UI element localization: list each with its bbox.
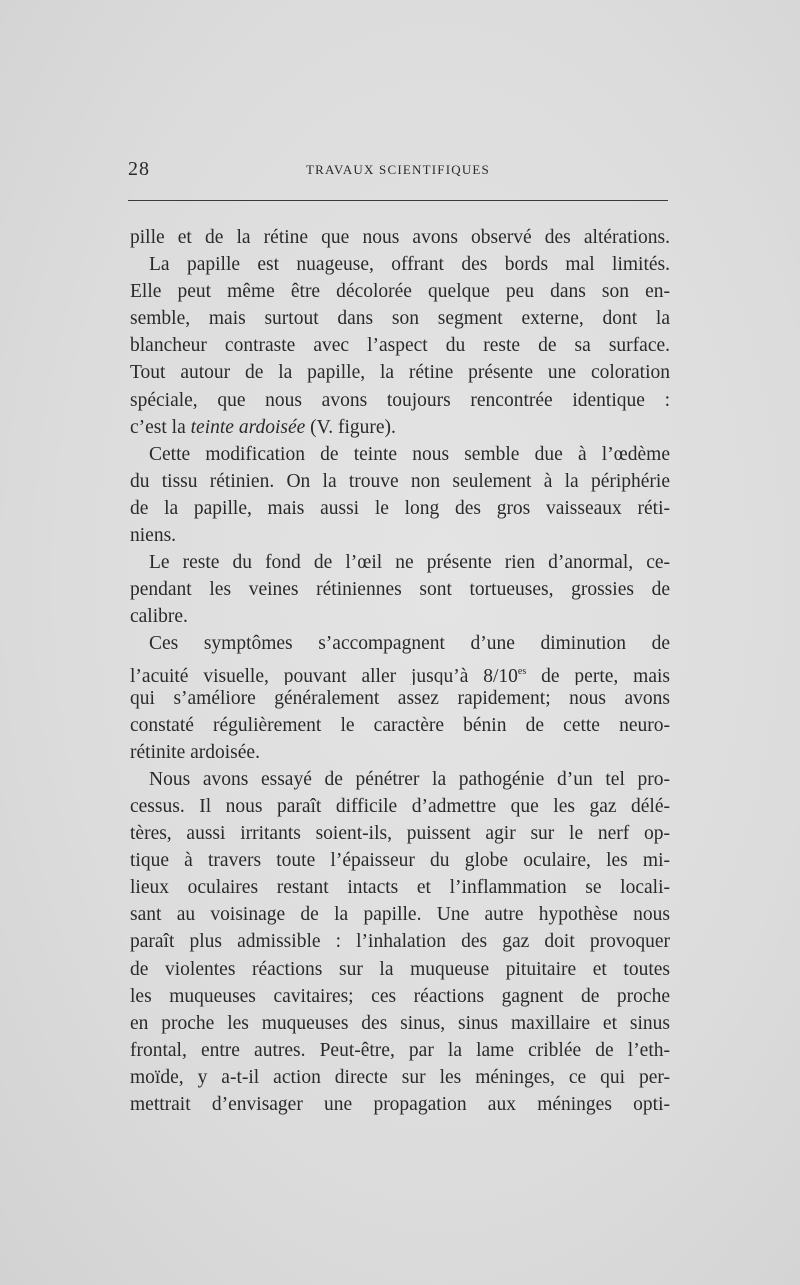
text-line: Ces symptômes s’accompagnent d’une diminution de [149,633,670,655]
text-line: niens. [130,525,177,547]
text-line: blancheur contraste avec l’aspect du reste de sa surface. [130,335,670,357]
text-line: Elle peut même être décolorée quelque peu dans son en- [130,281,670,303]
text-line: semble, mais surtout dans son segment externe, dont la [130,308,670,330]
text-line: cessus. Il nous paraît difficile d’admettre que les gaz délé- [130,795,670,817]
text-line: Cette modification de teinte nous semble due à l’œdème [149,443,670,465]
text-segment: c’est la [130,416,191,438]
text-line: rétinite ardoisée. [130,741,260,763]
text-segment: (V. figure). [305,416,396,438]
text-line [130,414,670,441]
running-head: TRAVAUX SCIENTIFIQUES [306,162,490,177]
text-line: pendant les veines rétiniennes sont tortueuses, grossies de [130,579,670,601]
text-line: mettrait d’envisager une propagation aux méninges opti- [130,1094,670,1115]
text-line: moïde, y a-t-il action directe sur les méninges, ce qui per- [130,1066,670,1088]
text-line: les muqueuses cavitaires; ces réactions gagnent de proche [130,985,670,1007]
text-line: constaté régulièrement le caractère bénin de cette neuro- [130,714,670,736]
text-line [130,658,670,685]
text-segment: l’acuité visuelle, pouvant aller jusqu’à 8/10 [130,665,518,685]
text-line: calibre. [130,606,188,628]
superscript: es [517,665,527,677]
page-header [128,158,668,188]
text-line: de violentes réactions sur la muqueuse pituitaire et toutes [130,958,670,980]
text-line: qui s’améliore généralement assez rapidement; nous avons [130,687,670,709]
text-line: sant au voisinage de la papille. Une autre hypothèse nous [130,904,670,926]
text-line: lieux oculaires restant intacts et l’inflammation se locali- [130,877,670,899]
text-line: du tissu rétinien. On la trouve non seulement à la périphérie [130,470,670,492]
text-segment: de perte, mais [526,665,670,685]
text-line: spéciale, que nous avons toujours rencontrée identique : [130,389,670,411]
page-number: 28 [128,158,150,180]
text-line: Tout autour de la papille, la rétine présente une coloration [130,362,670,384]
text-line: Nous avons essayé de pénétrer la pathogénie d’un tel pro- [149,768,670,790]
text-line: pille et de la rétine que nous avons observé des altérations. [130,227,670,248]
text-line: frontal, entre autres. Peut-être, par la lame criblée de l’eth- [130,1039,670,1061]
text-line: Le reste du fond de l’œil ne présente rien d’anormal, ce- [149,552,670,574]
text-line: tères, aussi irritants soient-ils, puissent agir sur le nerf op- [130,823,670,845]
header-rule [128,200,668,201]
text-line: de la papille, mais aussi le long des gros vaisseaux réti- [130,497,670,519]
text-line: en proche les muqueuses des sinus, sinus maxillaire et sinus [130,1012,670,1034]
text-line: paraît plus admissible : l’inhalation des gaz doit provoquer [130,931,670,953]
italic-term: teinte ardoisée [190,416,306,438]
text-line: La papille est nuageuse, offrant des bords mal limités. [149,254,670,276]
text-line: tique à travers toute l’épaisseur du globe oculaire, les mi- [130,850,670,872]
body-text [130,224,670,1118]
